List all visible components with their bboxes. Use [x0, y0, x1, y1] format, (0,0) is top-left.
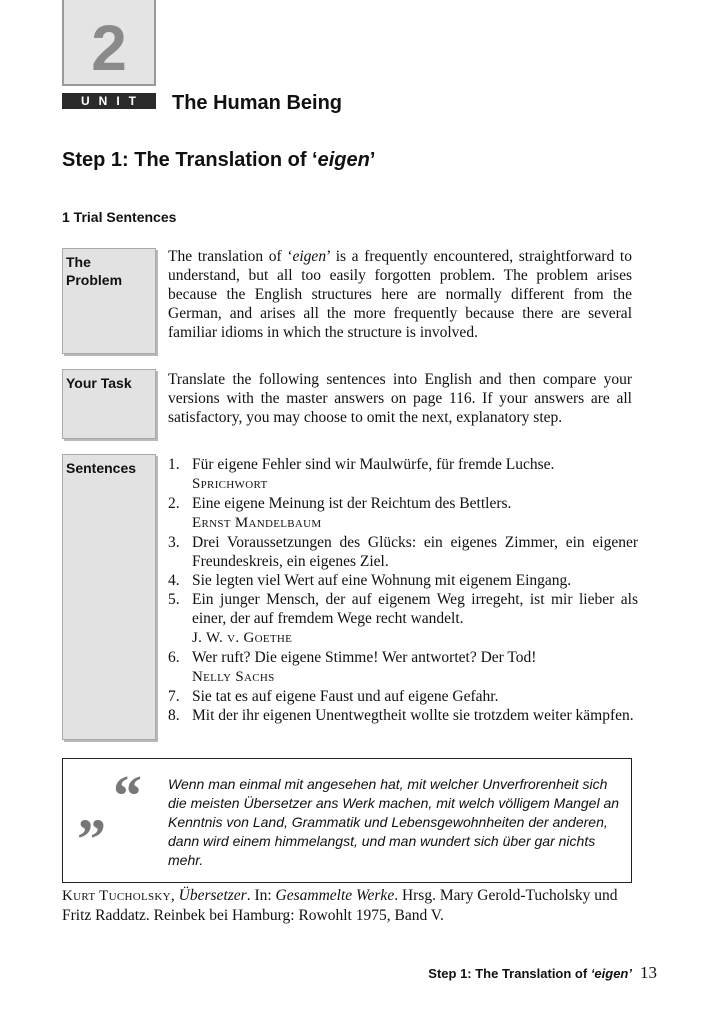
sentence-number: 7.: [168, 688, 180, 705]
footer-prefix: Step 1: The Translation of: [428, 966, 591, 981]
sentence-text: Mit der ihr eigenen Unentwegtheit wollte sie trotzdem weiter kämpfen.: [192, 707, 634, 724]
problem-term: eigen: [292, 248, 327, 265]
sentence-number: 6.: [168, 649, 180, 666]
unit-number: 2: [91, 12, 127, 84]
citation-work: Übersetzer: [178, 887, 247, 904]
sentence-text: Drei Voraussetzungen des Glücks: ein eigenes Zimmer, ein eigener Freundeskreis, ein eigenes Ziel.: [192, 534, 638, 570]
running-footer: [428, 964, 632, 984]
problem-label: [62, 248, 156, 354]
sentence-text: Ein junger Mensch, der auf eigenem Weg irregeht, ist mir lieber als einer, der auf fremdem Wege recht wandelt.: [192, 591, 638, 627]
citation-details: . Hrsg. Mary Gerold-Tucholsky und Fritz Raddatz. Reinbek bei Hamburg: Rowohlt 1975, Band V.: [62, 887, 618, 924]
unit-title: The Human Being: [172, 92, 343, 114]
step-title: [62, 147, 375, 173]
sentence-number: 2.: [168, 495, 180, 512]
citation-author: Kurt Tucholsky: [62, 888, 171, 904]
citation-separator: ,: [170, 887, 179, 904]
sentence-item: [168, 687, 638, 706]
section-heading: 1 Trial Sentences: [62, 209, 177, 225]
sentence-number: 4.: [168, 572, 180, 589]
sentence-item: [168, 590, 638, 648]
task-label-text: Your Task: [66, 375, 132, 391]
sentence-source: Nelly Sachs: [192, 669, 275, 685]
step-title-prefix: Step 1: The Translation of ‘: [62, 149, 318, 171]
sentence-text: Wer ruft? Die eigene Stimme! Wer antwortet? Der Tod!: [192, 649, 537, 666]
citation: [62, 886, 642, 926]
problem-text-1: The translation of ‘: [168, 248, 293, 265]
unit-number-box: [62, 0, 156, 86]
sentence-item: [168, 494, 638, 533]
sentences-label: [62, 454, 156, 740]
sentence-text: Für eigene Fehler sind wir Maulwürfe, für fremde Luchse.: [192, 456, 555, 473]
problem-label-text: The Problem: [66, 254, 123, 288]
sentence-number: 5.: [168, 591, 180, 608]
problem-paragraph: [168, 247, 632, 342]
step-title-suffix: ’: [369, 149, 376, 171]
footer-term: ‘eigen’: [590, 966, 632, 981]
quote-text: Wenn man einmal mit angesehen hat, mit welcher Unverfrorenheit sich die meisten Übersetzer ans Werk machen, mit welch völligem Mangel an Kenntnis von Land, Grammatik und Lebensgewohnheiten der anderen, dann wird einem himmelangst, und man wundert sich über gar nichts mehr.: [168, 776, 620, 868]
open-quote-icon: “: [113, 763, 142, 828]
quote-box: [62, 758, 632, 883]
step-title-term: eigen: [317, 149, 370, 171]
citation-separator: . In:: [246, 887, 276, 904]
sentence-item: [168, 571, 638, 590]
sentence-text: Sie tat es auf eigene Faust und auf eigene Gefahr.: [192, 688, 499, 705]
sentence-number: 1.: [168, 456, 180, 473]
sentence-text: Sie legten viel Wert auf eine Wohnung mit eigenem Eingang.: [192, 572, 572, 589]
sentence-text: Eine eigene Meinung ist der Reichtum des Bettlers.: [192, 495, 512, 512]
unit-label: UNIT: [62, 93, 156, 109]
page-number: 13: [640, 963, 657, 982]
citation-collection: Gesammelte Werke: [275, 887, 395, 904]
task-label: [62, 369, 156, 439]
sentences-label-text: Sentences: [66, 460, 137, 476]
sentence-item: [168, 648, 638, 687]
sentence-item: [168, 455, 638, 494]
sentence-source: J. W. v. Goethe: [192, 630, 293, 646]
problem-text-2: ’ is a frequently encountered, straightforward to understand, but all too easily forgotten problem. The problem arises because the English structures here are normally different from the German, and arises all the more frequently because there are several familiar idioms in which the structure is involved.: [168, 248, 632, 341]
sentence-item: [168, 706, 638, 725]
sentence-source: Sprichwort: [192, 476, 268, 492]
sentence-source: Ernst Mandelbaum: [192, 515, 322, 531]
sentence-number: 3.: [168, 534, 180, 551]
sentences-list: [168, 455, 638, 725]
task-paragraph: Translate the following sentences into English and then compare your versions with the master answers on page 116. If your answers are all satisfactory, you may choose to omit the next, explanatory step.: [168, 371, 632, 426]
sentence-number: 8.: [168, 707, 180, 724]
close-quote-icon: ”: [77, 807, 106, 872]
sentence-item: [168, 533, 638, 571]
